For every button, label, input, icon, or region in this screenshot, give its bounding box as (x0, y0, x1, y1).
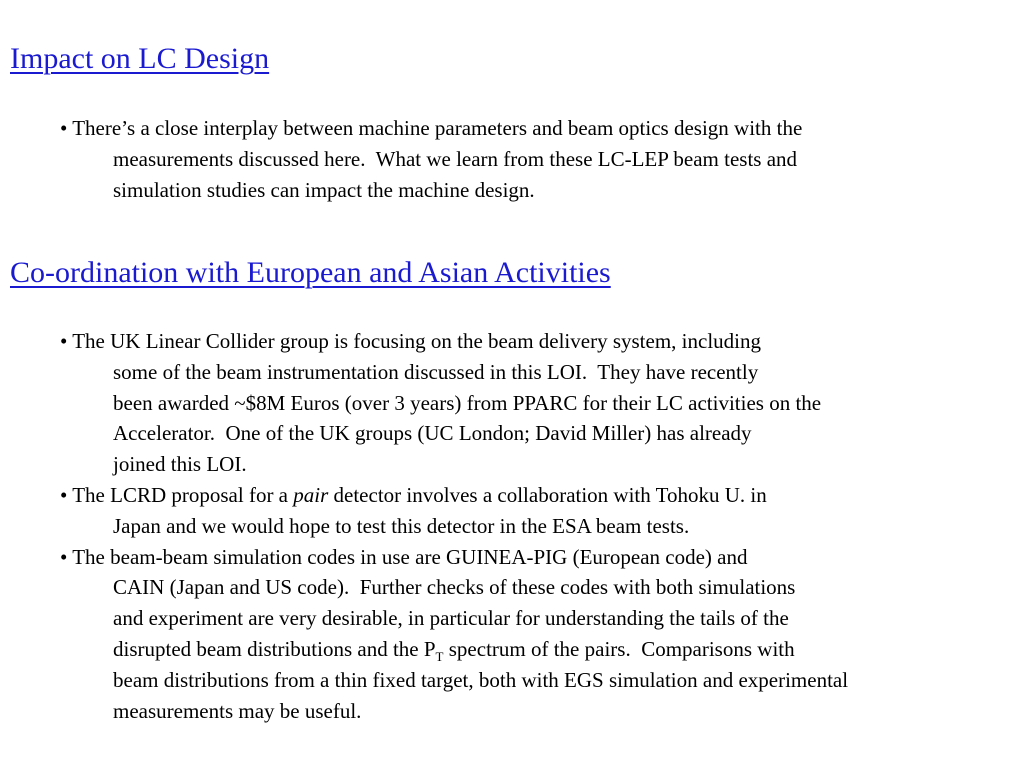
text-line: some of the beam instrumentation discussed in this LOI. They have recently (113, 359, 759, 384)
text-line: measurements discussed here. What we learn from these LC-LEP beam tests and (113, 146, 798, 171)
text-line: • The beam-beam simulation codes in use are GUINEA-PIG (European code) and (60, 544, 748, 569)
text-line (60, 634, 1020, 665)
text-line: joined this LOI. (113, 452, 247, 477)
bullet-beam-beam-simulation (60, 542, 1020, 727)
text-segment: disrupted beam distributions and the P (113, 636, 436, 661)
heading-impact-on-lc-design: Impact on LC Design (10, 42, 270, 75)
text-segment: detector involves a collaboration with Tohoku U. in (328, 482, 767, 507)
text-line: simulation studies can impact the machine design. (113, 177, 535, 202)
text-line: been awarded ~$8M Euros (over 3 years) from PPARC for their LC activities on the (113, 390, 822, 415)
text-segment: • The LCRD proposal for a (60, 482, 294, 507)
text-line (60, 480, 1020, 511)
text-line: • The UK Linear Collider group is focusing on the beam delivery system, including (60, 329, 761, 353)
text-line: CAIN (Japan and US code). Further checks of these codes with both simulations (113, 575, 796, 600)
italic-text-pair: pair (293, 482, 329, 507)
heading-coordination-european-asian: Co-ordination with European and Asian Activities (10, 256, 611, 289)
text-line: measurements may be useful. (113, 698, 362, 723)
text-line: Japan and we would hope to test this detector in the ESA beam tests. (113, 513, 690, 538)
text-segment: spectrum of the pairs. Comparisons with (443, 636, 795, 661)
bullet-uk-linear-collider (60, 326, 1020, 480)
text-line: beam distributions from a thin fixed target, both with EGS simulation and experimental (113, 667, 849, 692)
text-line: • There’s a close interplay between machine parameters and beam optics design with the (60, 116, 803, 140)
subscript-t: T (435, 648, 444, 664)
coordination-bullets (60, 326, 1020, 726)
text-line: Accelerator. One of the UK groups (UC London; David Miller) has already (113, 421, 752, 446)
paragraph-impact-on-lc-design (60, 113, 1020, 205)
bullet-lcrd-pair-detector (60, 480, 1020, 542)
text-line: and experiment are very desirable, in particular for understanding the tails of the (113, 606, 789, 631)
